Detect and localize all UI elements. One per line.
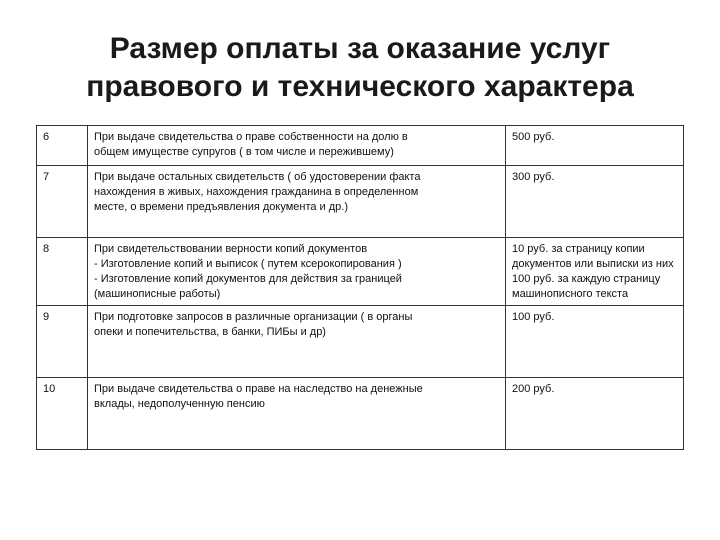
row-number: 8 [37, 238, 88, 306]
service-price [506, 306, 684, 378]
service-price [506, 166, 684, 238]
service-description [88, 126, 506, 166]
description-line: - Изготовление копий документов для действия за границей [94, 273, 402, 285]
description-line: месте, о времени предъявления документа и др.) [94, 201, 348, 213]
description-line: вклады, недополученную пенсию [94, 398, 265, 410]
service-price [506, 238, 684, 306]
service-description [88, 306, 506, 378]
description-line: опеки и попечительства, в банки, ПИБы и др) [94, 326, 326, 338]
price-line: 200 руб. [512, 383, 555, 395]
service-description [88, 166, 506, 238]
row-number: 9 [37, 306, 88, 378]
table-row [37, 238, 684, 306]
description-line: При выдаче свидетельства о праве собственности на долю в [94, 131, 408, 143]
service-description [88, 238, 506, 306]
table-row [37, 126, 684, 166]
description-line: нахождения в живых, нахождения гражданина в определенном [94, 186, 419, 198]
page-title-line-1: Размер оплаты за оказание услуг [109, 32, 611, 65]
row-number: 10 [37, 378, 88, 450]
price-line: 300 руб. [512, 171, 555, 183]
description-line: (машинописные работы) [94, 288, 221, 300]
description-line: При свидетельствовании верности копий документов [94, 243, 368, 255]
price-line: 100 руб. [512, 311, 555, 323]
price-line: машинописного текста [512, 288, 629, 300]
price-line: документов или выписки из них [512, 258, 674, 270]
service-price [506, 378, 684, 450]
service-price [506, 126, 684, 166]
description-line: общем имуществе супругов ( в том числе и пережившему) [94, 146, 394, 158]
description-line: При выдаче остальных свидетельств ( об удостоверении факта [94, 171, 421, 183]
page-title [0, 30, 720, 106]
price-line: 10 руб. за страницу копии [512, 243, 645, 255]
price-line: 100 руб. за каждую страницу [512, 273, 661, 285]
fees-table [36, 125, 684, 450]
description-line: При выдаче свидетельства о праве на наследство на денежные [94, 383, 423, 395]
row-number: 6 [37, 126, 88, 166]
page-title-line-2: правового и технического характера [86, 70, 634, 103]
service-description [88, 378, 506, 450]
table-row [37, 166, 684, 238]
table-row [37, 378, 684, 450]
price-line: 500 руб. [512, 131, 555, 143]
table-row [37, 306, 684, 378]
description-line: При подготовке запросов в различные организации ( в органы [94, 311, 413, 323]
description-line: - Изготовление копий и выписок ( путем ксерокопирования ) [94, 258, 402, 270]
row-number: 7 [37, 166, 88, 238]
